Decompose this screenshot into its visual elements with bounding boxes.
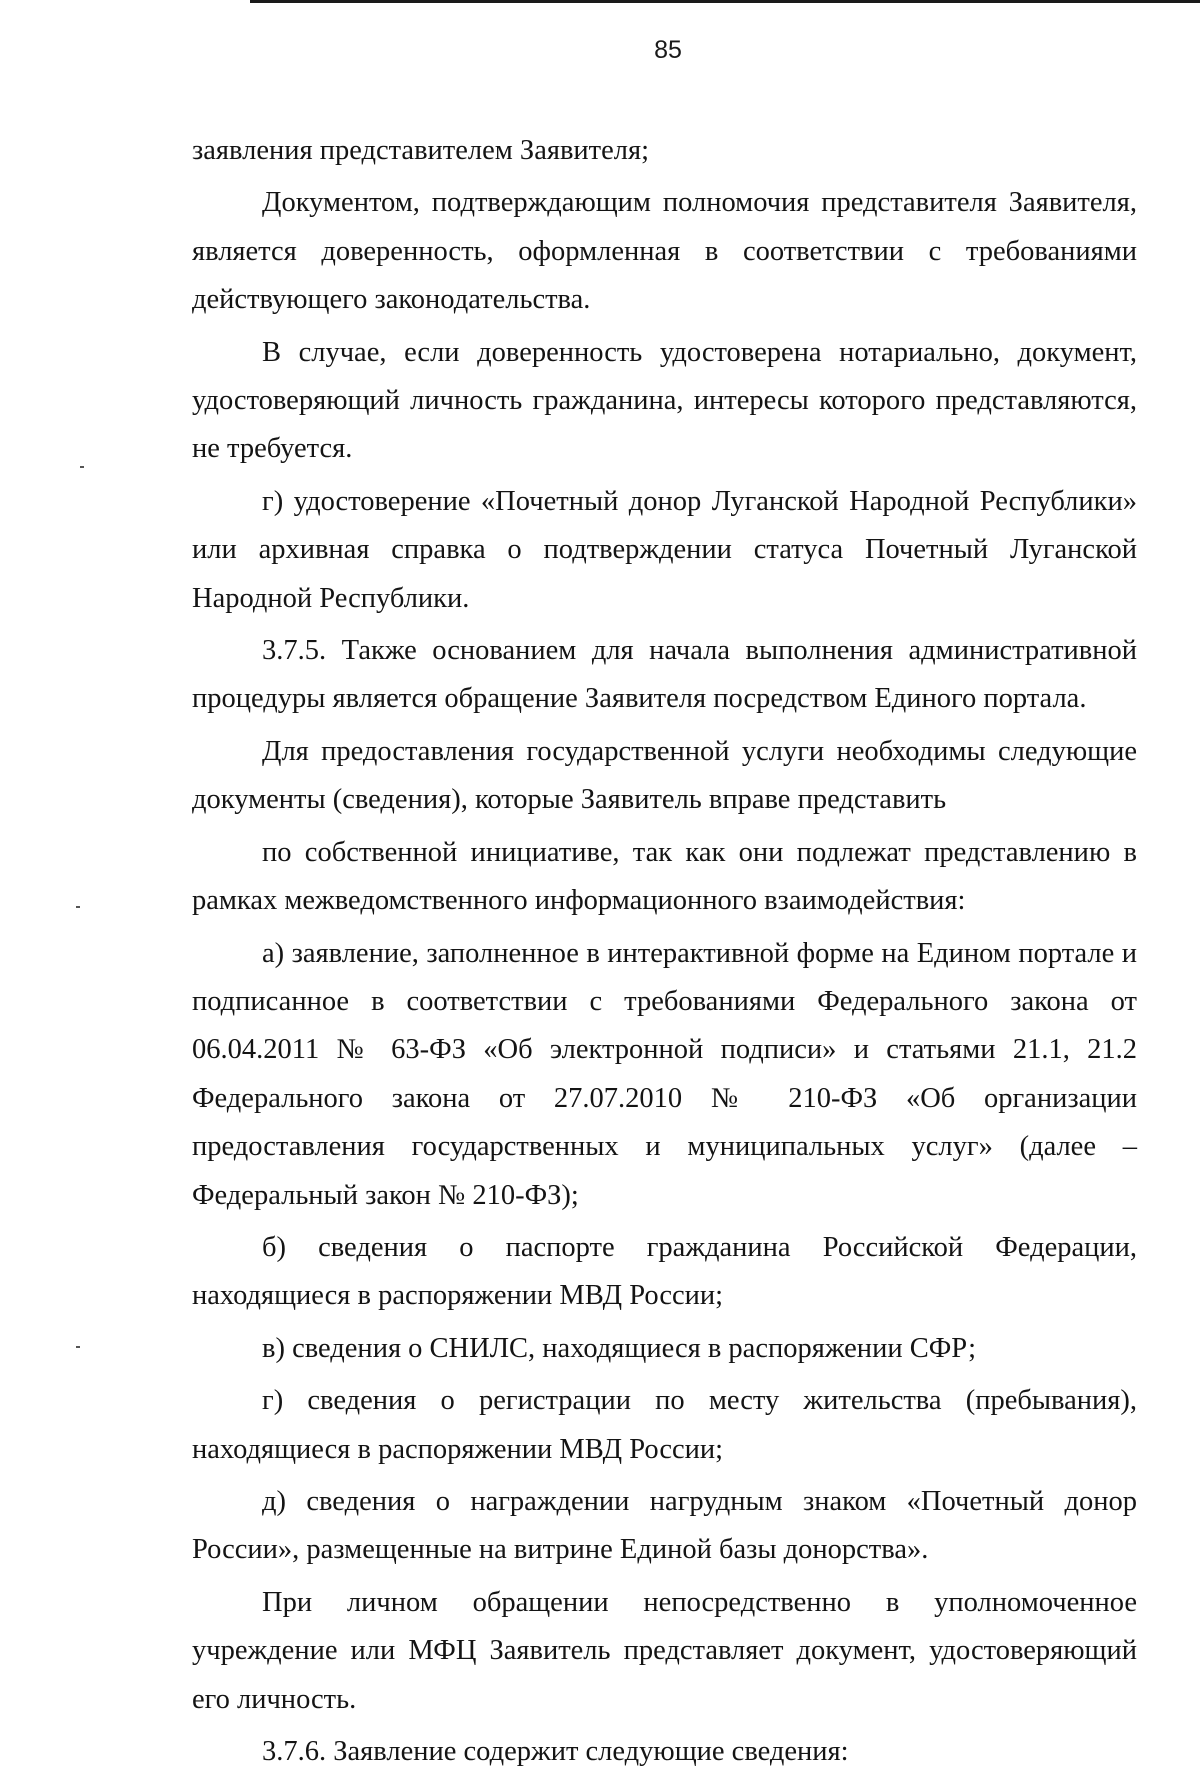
scan-speck: [80, 466, 84, 468]
paragraph: г) удостоверение «Почетный донор Луганской Народной Республики» или архивная справка о подтверждении статуса Почетный Луганской Народной Республики.: [192, 485, 1137, 614]
scan-speck: [76, 906, 80, 908]
paragraph: д) сведения о награждении нагрудным знаком «Почетный донор России», размещенные на витрине Единой базы донорства».: [192, 1485, 1137, 1566]
paragraph: При личном обращении непосредственно в уполномоченное учреждение или МФЦ Заявитель представляет документ, удостоверяющий его личность.: [192, 1586, 1137, 1715]
paragraph: 3.7.5. Также основанием для начала выполнения административной процедуры является обращение Заявителя посредством Единого портала.: [192, 635, 1137, 715]
document-body: [192, 127, 1137, 1776]
paragraph: по собственной инициативе, так как они подлежат представлению в рамках межведомственного информационного взаимодействия:: [192, 836, 1137, 917]
paragraph: г) сведения о регистрации по месту жительства (пребывания), находящиеся в распоряжении МВД России;: [192, 1385, 1137, 1465]
paragraph: Для предоставления государственной услуги необходимы следующие документы (сведения), которые Заявитель вправе представить: [192, 735, 1137, 816]
top-scan-rule: [250, 0, 1200, 3]
scan-speck: [76, 1346, 80, 1348]
paragraph: заявления представителем Заявителя;: [192, 135, 650, 166]
paragraph: б) сведения о паспорте гражданина Российской Федерации, находящиеся в распоряжении МВД России;: [192, 1231, 1137, 1312]
paragraph: а) заявление, заполненное в интерактивной форме на Едином портале и подписанное в соответствии с требованиями Федерального закона от 06.04.2011 № 63-ФЗ «Об электронной подписи» и статьями 21.1, 21.2 Федерального закона от 27.07.2010 № 210-ФЗ «Об организации предоставления государственных и муниципальных услуг» (далее – Федеральный закон № 210-ФЗ);: [192, 937, 1137, 1211]
paragraph: В случае, если доверенность удостоверена нотариально, документ, удостоверяющий личность гражданина, интересы которого представляются, не требуется.: [192, 336, 1137, 465]
paragraph: Документом, подтверждающим полномочия представителя Заявителя, является доверенность, оформленная в соответствии с требованиями действующего законодательства.: [192, 187, 1137, 316]
page-number: 85: [654, 36, 682, 64]
paragraph: 3.7.6. Заявление содержит следующие сведения:: [262, 1736, 849, 1767]
paragraph: в) сведения о СНИЛС, находящиеся в распоряжении СФР;: [262, 1332, 977, 1364]
